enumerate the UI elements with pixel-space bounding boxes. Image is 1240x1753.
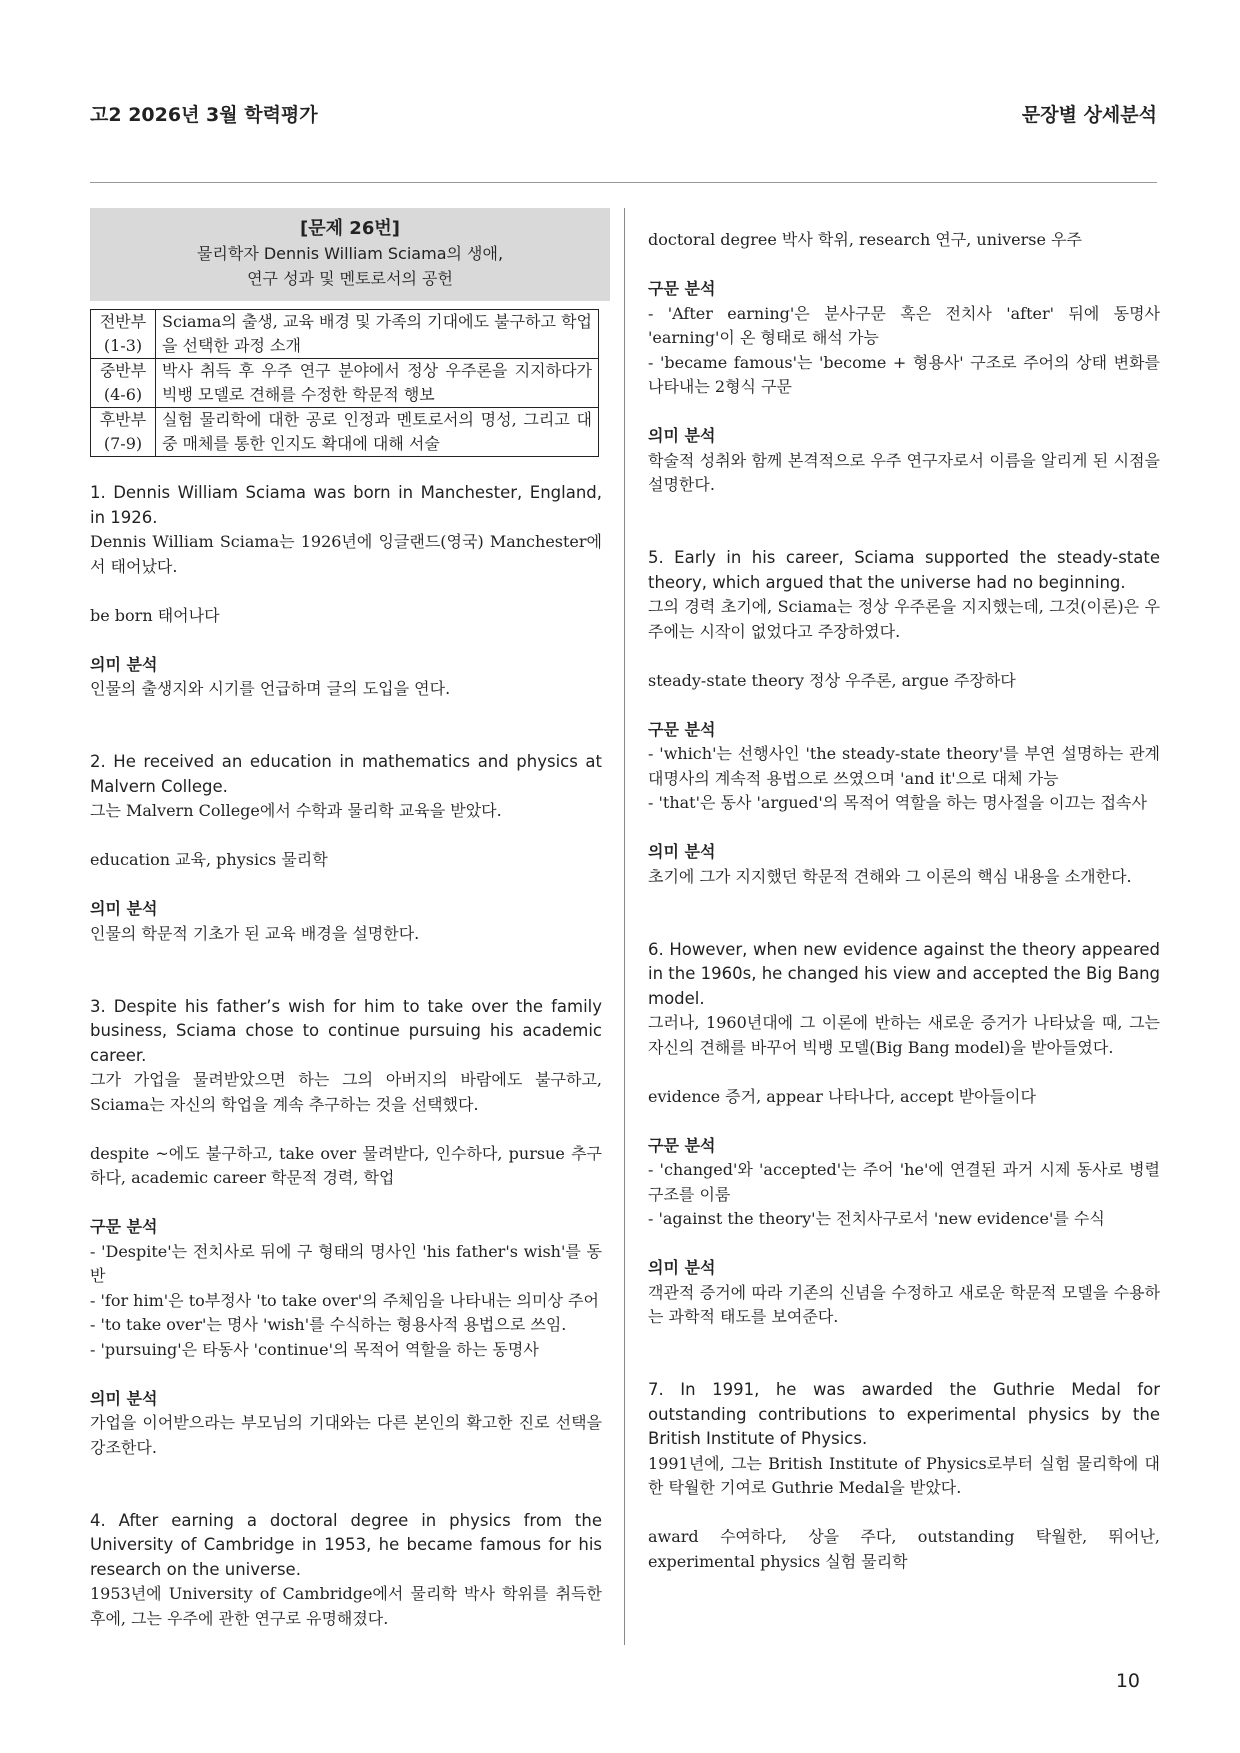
meaning-heading: 의미 분석	[648, 1258, 716, 1277]
spacer	[90, 873, 602, 898]
spacer	[90, 1117, 602, 1142]
summary-text: 실험 물리학에 대한 공로 인정과 멘토로서의 명성, 그리고 대중 매체를 통한 인지도 확대에 대해 서술	[156, 408, 599, 457]
summary-row	[91, 408, 599, 457]
vocabulary: doctoral degree 박사 학위, research 연구, universe 우주	[648, 230, 1082, 249]
meaning-text: 초기에 그가 지지했던 학문적 견해와 그 이론의 핵심 내용을 소개한다.	[648, 866, 1132, 886]
meaning-text: 객관적 증거에 따라 기존의 신념을 수정하고 새로운 학문적 모델을 수용하는 과학적 태도를 보여준다.	[648, 1282, 1160, 1326]
spacer	[90, 824, 602, 849]
spacer	[90, 1362, 602, 1387]
meaning-text: 가업을 이어받으라는 부모님의 기대와는 다른 본인의 확고한 진로 선택을 강조한다.	[90, 1413, 602, 1457]
sentence-english: 3. Despite his father’s wish for him to take over the family business, Sciama chose to continue pursuing his academic career.	[90, 996, 602, 1065]
syntax-heading: 구문 분석	[90, 1217, 158, 1236]
sentence-english: 6. However, when new evidence against the theory appeared in the 1960s, he changed his view and accepted the Big Bang model.	[648, 939, 1160, 1008]
meaning-text: 학술적 성취와 함께 본격적으로 우주 연구자로서 이름을 알리게 된 시점을 설명한다.	[648, 450, 1160, 494]
syntax-item: - 'that'은 동사 'argued'의 목적어 역할을 하는 명사절을 이끄는 접속사	[648, 793, 1147, 812]
summary-part-name: 전반부	[99, 312, 147, 331]
spacer	[90, 579, 602, 604]
meaning-text: 인물의 출생지와 시기를 언급하며 글의 도입을 연다.	[90, 679, 451, 698]
header-divider	[90, 182, 1157, 183]
syntax-item: - 'to take over'는 명사 'wish'를 수식하는 형용사적 용법으로 쓰임.	[90, 1315, 567, 1334]
meaning-heading: 의미 분석	[648, 426, 716, 445]
summary-text: 박사 취득 후 우주 연구 분야에서 정상 우주론을 지지하다가 빅뱅 모델로 견해를 수정한 학문적 행보	[156, 359, 599, 408]
syntax-heading: 구문 분석	[648, 1135, 716, 1155]
problem-subtitle-line2: 연구 성과 및 멘토로서의 공헌	[247, 269, 453, 288]
summary-part-name: 후반부	[99, 410, 147, 429]
summary-table	[90, 309, 599, 457]
syntax-item: - 'After earning'은 분사구문 혹은 전치사 'after' 뒤에 동명사 'earning'이 온 형태로 해석 가능	[648, 303, 1160, 347]
section-title: 문장별 상세분석	[1021, 104, 1157, 126]
syntax-item: - 'pursuing'은 타동사 'continue'의 목적어 역할을 하는 동명사	[90, 1339, 539, 1359]
spacer	[90, 628, 602, 653]
vocabulary: education 교육, physics 물리학	[90, 850, 328, 869]
vocabulary: steady-state theory 정상 우주론, argue 주장하다	[648, 670, 1016, 690]
spacer	[648, 253, 1160, 278]
spacer	[648, 1060, 1160, 1085]
summary-part	[91, 359, 156, 408]
sentence-english: 5. Early in his career, Sciama supported the steady-state theory, which argued that the universe had no beginning.	[648, 548, 1160, 592]
summary-part	[91, 310, 156, 359]
right-column	[648, 228, 1160, 1574]
meaning-heading: 의미 분석	[90, 654, 158, 674]
vocabulary: be born 태어나다	[90, 605, 220, 625]
spacer	[648, 644, 1160, 669]
summary-part-name: 중반부	[99, 361, 147, 380]
sentence-korean: Dennis William Sciama는 1926년에 잉글랜드(영국) Manchester에서 태어났다.	[90, 532, 602, 576]
syntax-item: - 'changed'와 'accepted'는 주어 'he'에 연결된 과거 시제 동사로 병렬 구조를 이룸	[648, 1160, 1160, 1204]
sentence-korean: 그가 가업을 물려받았으면 하는 그의 아버지의 바람에도 불구하고, Sciama는 자신의 학업을 계속 추구하는 것을 선택했다.	[90, 1070, 602, 1114]
left-column	[90, 208, 602, 1631]
document-title: 고2 2026년 3월 학력평가	[90, 104, 318, 126]
spacer	[648, 1330, 1160, 1355]
syntax-heading: 구문 분석	[648, 279, 716, 298]
spacer	[90, 702, 602, 727]
spacer	[648, 1109, 1160, 1134]
sentence-korean: 그의 경력 초기에, Sciama는 정상 우주론을 지지했는데, 그것(이론)은 우주에는 시작이 없었다고 주장하였다.	[648, 597, 1160, 641]
syntax-heading: 구문 분석	[648, 719, 716, 739]
syntax-item: - 'Despite'는 전치사로 뒤에 구 형태의 명사인 'his father's wish'를 동반	[90, 1241, 602, 1285]
problem-title-box	[90, 208, 610, 301]
problem-subtitle-line1: 물리학자 Dennis William Sciama의 생애,	[196, 244, 504, 263]
spacer	[90, 1460, 602, 1485]
sentence-korean: 그는 Malvern College에서 수학과 물리학 교육을 받았다.	[90, 801, 502, 820]
summary-row	[91, 359, 599, 408]
spacer	[648, 816, 1160, 841]
syntax-item: - 'became famous'는 'become + 형용사' 구조로 주어의 상태 변화를 나타내는 2형식 구문	[648, 352, 1160, 396]
meaning-text: 인물의 학문적 기초가 된 교육 배경을 설명한다.	[90, 923, 420, 943]
summary-text: Sciama의 출생, 교육 배경 및 가족의 기대에도 불구하고 학업을 선택한 과정 소개	[156, 310, 599, 359]
spacer	[648, 889, 1160, 914]
syntax-item: - 'which'는 선행사인 'the steady-state theory'를 부연 설명하는 관계대명사의 계속적 용법으로 쓰였으며 'and it'으로 대체 가능	[648, 744, 1160, 788]
meaning-heading: 의미 분석	[648, 842, 716, 861]
sentence-english: 1. Dennis William Sciama was born in Manchester, England, in 1926.	[90, 483, 602, 527]
vocabulary: evidence 증거, appear 나타나다, accept 받아들이다	[648, 1086, 1036, 1106]
vocabulary: despite ~에도 불구하고, take over 물려받다, 인수하다, pursue 추구하다, academic career 학문적 경력, 학업	[90, 1143, 602, 1187]
summary-part-range: (7-9)	[103, 434, 143, 453]
sentence-korean: 그러나, 1960년대에 그 이론에 반하는 새로운 증거가 나타났을 때, 그는 자신의 견해를 바꾸어 빅뱅 모델(Big Bang model)을 받아들였다.	[648, 1013, 1160, 1057]
spacer	[90, 1191, 602, 1216]
meaning-heading: 의미 분석	[90, 899, 158, 918]
vocabulary: award 수여하다, 상을 주다, outstanding 탁월한, 뛰어난, experimental physics 실험 물리학	[648, 1527, 1160, 1571]
sentence-english: 2. He received an education in mathematics and physics at Malvern College.	[90, 752, 602, 796]
problem-number: [문제 26번]	[300, 218, 400, 239]
sentence-korean: 1953년에 University of Cambridge에서 물리학 박사 학위를 취득한 후에, 그는 우주에 관한 연구로 유명해졌다.	[90, 1584, 602, 1628]
sentence-english: 7. In 1991, he was awarded the Guthrie Medal for outstanding contributions to experimental physics by the British Institute of Physics.	[648, 1380, 1160, 1448]
sentence-english: 4. After earning a doctoral degree in physics from the University of Cambridge in 1953, he became famous for his research on the universe.	[90, 1510, 602, 1579]
syntax-item: - 'for him'은 to부정사 'to take over'의 주체임을 나타내는 의미상 주어	[90, 1290, 599, 1310]
page-number: 10	[1115, 1670, 1140, 1692]
spacer	[90, 946, 602, 971]
spacer	[648, 1501, 1160, 1526]
spacer	[648, 1232, 1160, 1257]
sentence-korean: 1991년에, 그는 British Institute of Physics로부터 실험 물리학에 대한 탁월한 기여로 Guthrie Medal을 받았다.	[648, 1453, 1160, 1497]
summary-part-range: (1-3)	[103, 336, 143, 355]
spacer	[648, 400, 1160, 425]
spacer	[648, 693, 1160, 718]
syntax-item: - 'against the theory'는 전치사구로서 'new evidence'를 수식	[648, 1209, 1105, 1228]
column-divider	[624, 208, 625, 1645]
summary-row	[91, 310, 599, 359]
spacer	[648, 498, 1160, 523]
summary-part	[91, 408, 156, 457]
summary-part-range: (4-6)	[103, 385, 143, 404]
meaning-heading: 의미 분석	[90, 1388, 158, 1408]
